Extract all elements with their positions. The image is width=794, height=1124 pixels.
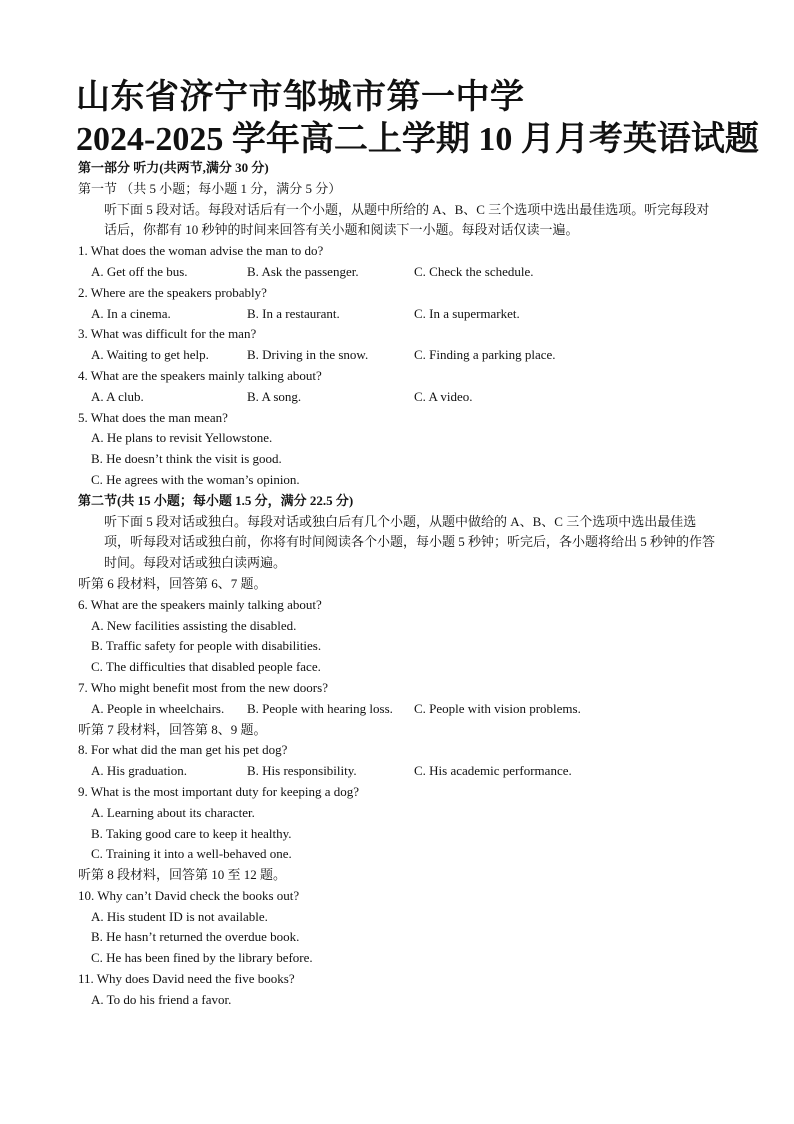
- question-1: 1. What does the woman advise the man to do?: [78, 243, 324, 259]
- material-6-instruction: 听第 6 段材料，回答第 6、7 题。: [78, 575, 267, 591]
- option-b: B. People with hearing loss.: [247, 700, 393, 716]
- question-7: 7. Who might benefit most from the new doors?: [78, 679, 328, 695]
- section1-heading: 第一节 （共 5 小题；每小题 1 分，满分 5 分）: [78, 180, 342, 196]
- exam-body: [78, 158, 722, 1011]
- question-8: 8. For what did the man get his pet dog?: [78, 742, 288, 758]
- question-8-options: [78, 761, 722, 782]
- option-a: A. Get off the bus.: [91, 263, 188, 279]
- exam-title-test: 2024-2025 学年高二上学期 10 月月考英语试题: [76, 121, 759, 158]
- option-b: B. In a restaurant.: [247, 305, 340, 321]
- material-8-instruction: 听第 8 段材料，回答第 10 至 12 题。: [78, 867, 287, 883]
- question-6: 6. What are the speakers mainly talking about?: [78, 596, 322, 612]
- question-11: 11. Why does David need the five books?: [78, 971, 295, 987]
- material-7-instruction: 听第 7 段材料，回答第 8、9 题。: [78, 721, 267, 737]
- option-b: B. He doesn’t think the visit is good.: [91, 451, 282, 467]
- option-a: A. To do his friend a favor.: [91, 991, 232, 1007]
- section2-heading: 第二节(共 15 小题；每小题 1.5 分，满分 22.5 分): [78, 492, 354, 508]
- option-b: B. Driving in the snow.: [247, 347, 369, 363]
- option-c: C. He agrees with the woman’s opinion.: [91, 471, 300, 487]
- option-a: A. People in wheelchairs.: [91, 700, 225, 716]
- option-b: B. His responsibility.: [247, 763, 357, 779]
- option-a: A. New facilities assisting the disabled.: [91, 617, 297, 633]
- option-c: C. In a supermarket.: [414, 305, 520, 321]
- option-a: A. He plans to revisit Yellowstone.: [91, 430, 273, 446]
- question-10: 10. Why can’t David check the books out?: [78, 887, 300, 903]
- option-b: B. Traffic safety for people with disabilities.: [91, 638, 322, 654]
- question-1-options: [78, 262, 722, 283]
- option-a: A. His student ID is not available.: [91, 908, 268, 924]
- question-9: 9. What is the most important duty for keeping a dog?: [78, 783, 360, 799]
- section1-instructions: 听下面 5 段对话。每段对话后有一个小题，从题中所给的 A、B、C 三个选项中选出最佳选项。听完每段对话后，你都有 10 秒钟的时间来回答有关小题和阅读下一小题。每段对话仅读一遍。: [104, 201, 710, 238]
- option-c: C. His academic performance.: [414, 763, 572, 779]
- question-4: 4. What are the speakers mainly talking about?: [78, 367, 322, 383]
- question-2: 2. Where are the speakers probably?: [78, 284, 267, 300]
- option-c: C. Finding a parking place.: [414, 347, 556, 363]
- option-b: B. A song.: [247, 388, 302, 404]
- option-a: A. Learning about its character.: [91, 804, 255, 820]
- option-a: A. In a cinema.: [91, 305, 171, 321]
- exam-title-school: 山东省济宁市邹城市第一中学: [76, 79, 525, 116]
- option-a: A. A club.: [91, 388, 144, 404]
- option-c: C. He has been fined by the library before.: [91, 950, 313, 966]
- option-b: B. Ask the passenger.: [247, 263, 359, 279]
- part1-heading: 第一部分 听力(共两节,满分 30 分): [78, 160, 269, 175]
- option-c: C. Training it into a well-behaved one.: [91, 846, 292, 862]
- option-b: B. Taking good care to keep it healthy.: [91, 825, 292, 841]
- option-c: C. The difficulties that disabled people face.: [91, 659, 321, 675]
- question-7-options: [78, 699, 722, 720]
- option-a: A. Waiting to get help.: [91, 347, 209, 363]
- question-5: 5. What does the man mean?: [78, 409, 228, 425]
- option-b: B. He hasn’t returned the overdue book.: [91, 929, 300, 945]
- option-c: C. People with vision problems.: [414, 700, 581, 716]
- question-3: 3. What was difficult for the man?: [78, 326, 257, 342]
- question-4-options: [78, 387, 722, 408]
- question-2-options: [78, 304, 722, 325]
- option-a: A. His graduation.: [91, 763, 188, 779]
- option-c: C. A video.: [414, 388, 473, 404]
- question-3-options: [78, 345, 722, 366]
- section2-instructions: 听下面 5 段对话或独白。每段对话或独白后有几个小题，从题中做给的 A、B、C 三个选项中选出最佳选项，听每段对话或独白前，你将有时间阅读各个小题，每小题 5 秒钟；听完后，各小题将给出 5 秒钟的作答时间。每段对话或独白读两遍。: [104, 513, 716, 571]
- option-c: C. Check the schedule.: [414, 263, 534, 279]
